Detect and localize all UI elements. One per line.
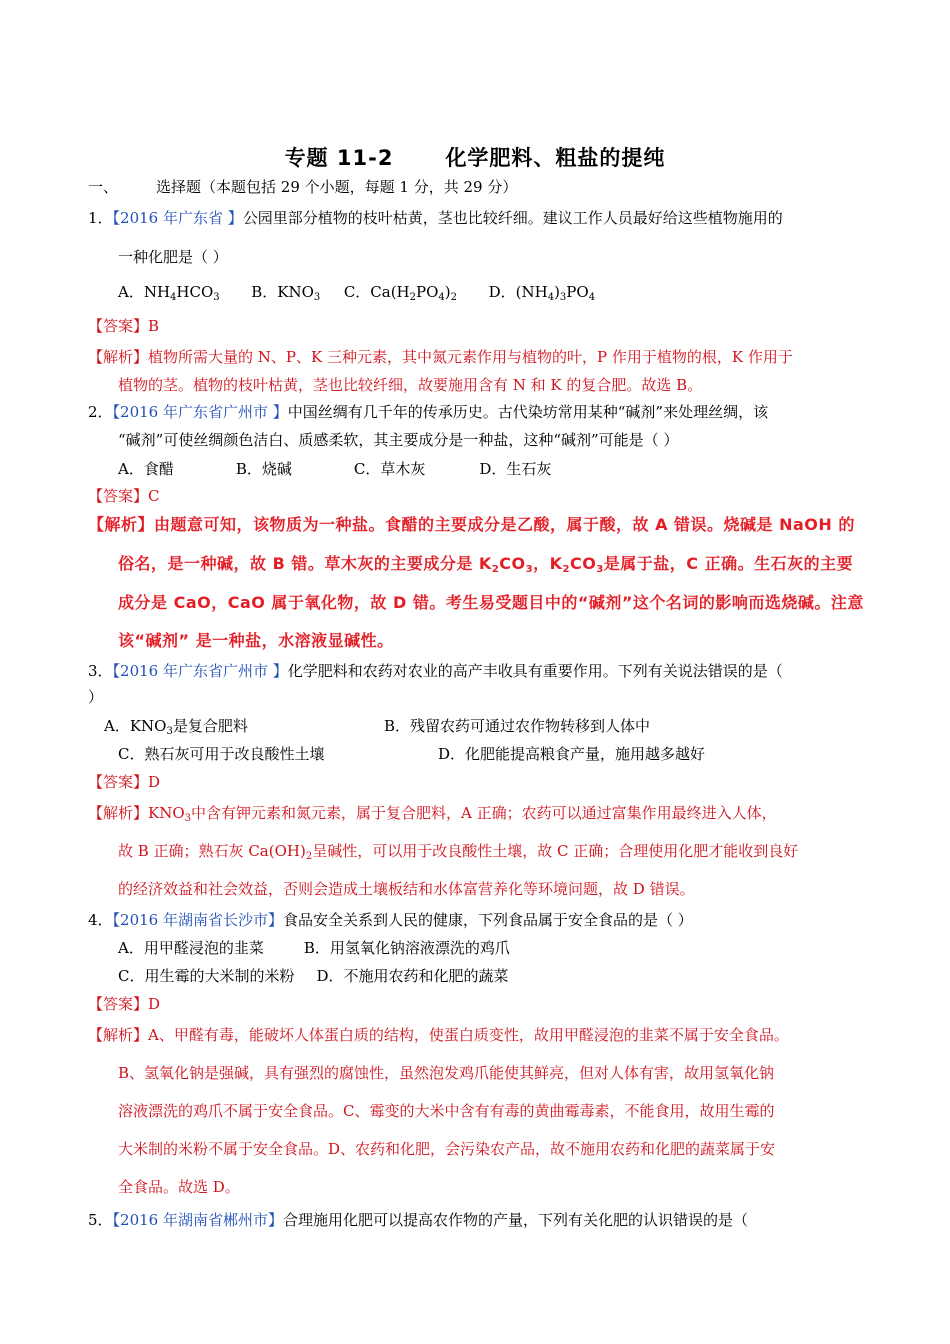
option-b: B．用氢氧化钠溶液漂洗的鸡爪 — [303, 939, 510, 957]
question-3: 3．【2016 年广东省广州市 】化学肥料和农药对农业的高产丰收具有重要作用。下列有关说法错误的是（ — [88, 662, 783, 680]
question-source: 【2016 年湖南省郴州市】 — [112, 1211, 283, 1229]
question-3-option-a: A．$KNO_3$是复合肥料 — [104, 717, 248, 737]
analysis-4-cont4: 全食品。故选 D。 — [118, 1178, 240, 1196]
analysis-2: 【解析】由题意可知，该物质为一种盐。食醋的主要成分是乙酸，属于酸，故 A 错误。烧碱是 NaOH 的 — [88, 515, 855, 534]
option-b: B．烧碱 — [235, 460, 292, 478]
analysis-1: 【解析】植物所需大量的 N、P、K 三种元素，其中氮元素作用与植物的叶，P 作用于植物的根，K 作用于 — [88, 348, 793, 366]
answer-1: 【答案】B — [88, 317, 160, 335]
question-4: 4．【2016 年湖南省长沙市】食品安全关系到人民的健康，下列食品属于安全食品的是（ ） — [88, 911, 693, 929]
question-4-options-cd — [118, 965, 509, 987]
question-3-cont: ） — [88, 688, 104, 706]
question-source: 【2016 年广东省 】 — [112, 209, 243, 227]
question-1-cont: 一种化肥是（ ） — [118, 248, 228, 266]
option-d: D．不施用农药和化肥的蔬菜 — [316, 967, 509, 985]
title-subject: 化学肥料、粗盐的提纯 — [445, 146, 666, 170]
question-1: 1．【2016 年广东省 】公园里部分植物的枝叶枯黄，茎也比较纤细。建议工作人员最好给这些植物施用的 — [88, 209, 783, 227]
question-5: 5．【2016 年湖南省郴州市】合理施用化肥可以提高农作物的产量，下列有关化肥的认识错误的是（ — [88, 1211, 749, 1229]
answer-3: 【答案】D — [88, 773, 161, 791]
analysis-4-cont2: 溶液漂洗的鸡爪不属于安全食品。C、霉变的大米中含有有毒的黄曲霉毒素，不能食用，故用生霉的 — [118, 1102, 775, 1120]
page-title — [0, 142, 950, 172]
question-3-option-c: C．熟石灰可用于改良酸性土壤 — [118, 745, 325, 763]
answer-2: 【答案】C — [88, 487, 160, 505]
question-source: 【2016 年湖南省长沙市】 — [112, 911, 283, 929]
analysis-1-cont: 植物的茎。植物的枝叶枯黄，茎也比较纤细，故要施用含有 N 和 K 的复合肥。故选 B。 — [118, 376, 703, 394]
analysis-3-cont2: 的经济效益和社会效益，否则会造成土壤板结和水体富营养化等环境问题，故 D 错误。 — [118, 880, 695, 898]
question-source: 【2016 年广东省广州市 】 — [112, 662, 288, 680]
question-3-option-b: B．残留农药可通过农作物转移到人体中 — [384, 717, 651, 735]
option-c: C．草木灰 — [353, 460, 426, 478]
title-topic: 专题 11-2 — [284, 146, 394, 170]
option-d: D．$(NH_4)_3PO_4$ — [488, 283, 596, 303]
question-source: 【2016 年广东省广州市 】 — [112, 403, 288, 421]
question-4-options-ab — [118, 937, 510, 959]
option-d: D．生石灰 — [479, 460, 552, 478]
option-c: C．用生霉的大米制的米粉 — [118, 967, 295, 985]
question-3-option-d: D．化肥能提高粮食产量，施用越多越好 — [438, 745, 706, 763]
analysis-4: 【解析】A、甲醛有毒，能破坏人体蛋白质的结构，使蛋白质变性，故用甲醛浸泡的韭菜不属于安全食品。 — [88, 1026, 789, 1044]
question-2-cont: “碱剂”可使丝绸颜色洁白、质感柔软，其主要成分是一种盐，这种“碱剂”可能是（ ） — [118, 431, 679, 449]
question-1-options — [118, 281, 595, 303]
option-a: A．食醋 — [118, 460, 174, 478]
answer-4: 【答案】D — [88, 995, 161, 1013]
analysis-2-cont3: 该“碱剂” 是一种盐，水溶液显碱性。 — [118, 631, 394, 650]
analysis-2-cont2: 成分是 CaO，CaO 属于氧化物，故 D 错。考生易受题目中的“碱剂”这个名词的影响而选烧碱。注意 — [118, 593, 864, 612]
analysis-4-cont3: 大米制的米粉不属于安全食品。D、农药和化肥，会污染农产品，故不施用农药和化肥的蔬菜属于安 — [118, 1140, 776, 1158]
option-b: B．$KNO_3$ — [251, 283, 321, 303]
option-c: C．$Ca(H_2PO_4)_2$ — [343, 283, 458, 303]
section-heading: 一、 选择题（本题包括 29 个小题，每题 1 分，共 29 分） — [88, 178, 518, 196]
question-2-options — [118, 458, 551, 480]
option-a: A．$NH_4HCO_3$ — [118, 283, 220, 303]
analysis-3: 【解析】$KNO_3$中含有钾元素和氮元素，属于复合肥料，A 正确；农药可以通过富集作用最终进入人体， — [88, 804, 777, 824]
question-2: 2．【2016 年广东省广州市 】中国丝绸有几千年的传承历史。古代染坊常用某种“碱剂”来处理丝绸，该 — [88, 403, 769, 421]
analysis-3-cont: 故 B 正确；熟石灰 $Ca(OH)_2$呈碱性，可以用于改良酸性土壤，故 C 正确；合理使用化肥才能收到良好 — [118, 842, 799, 862]
option-a: A．用甲醛浸泡的韭菜 — [118, 939, 264, 957]
analysis-2-cont: 俗名，是一种碱，故 B 错。草木灰的主要成分是 $K_2CO_3$，$K_2CO_3$是属于盐，C 正确。生石灰的主要 — [118, 554, 854, 575]
analysis-4-cont: B、氢氧化钠是强碱，具有强烈的腐蚀性，虽然泡发鸡爪能使其鲜亮，但对人体有害，故用氢氧化钠 — [118, 1064, 775, 1082]
